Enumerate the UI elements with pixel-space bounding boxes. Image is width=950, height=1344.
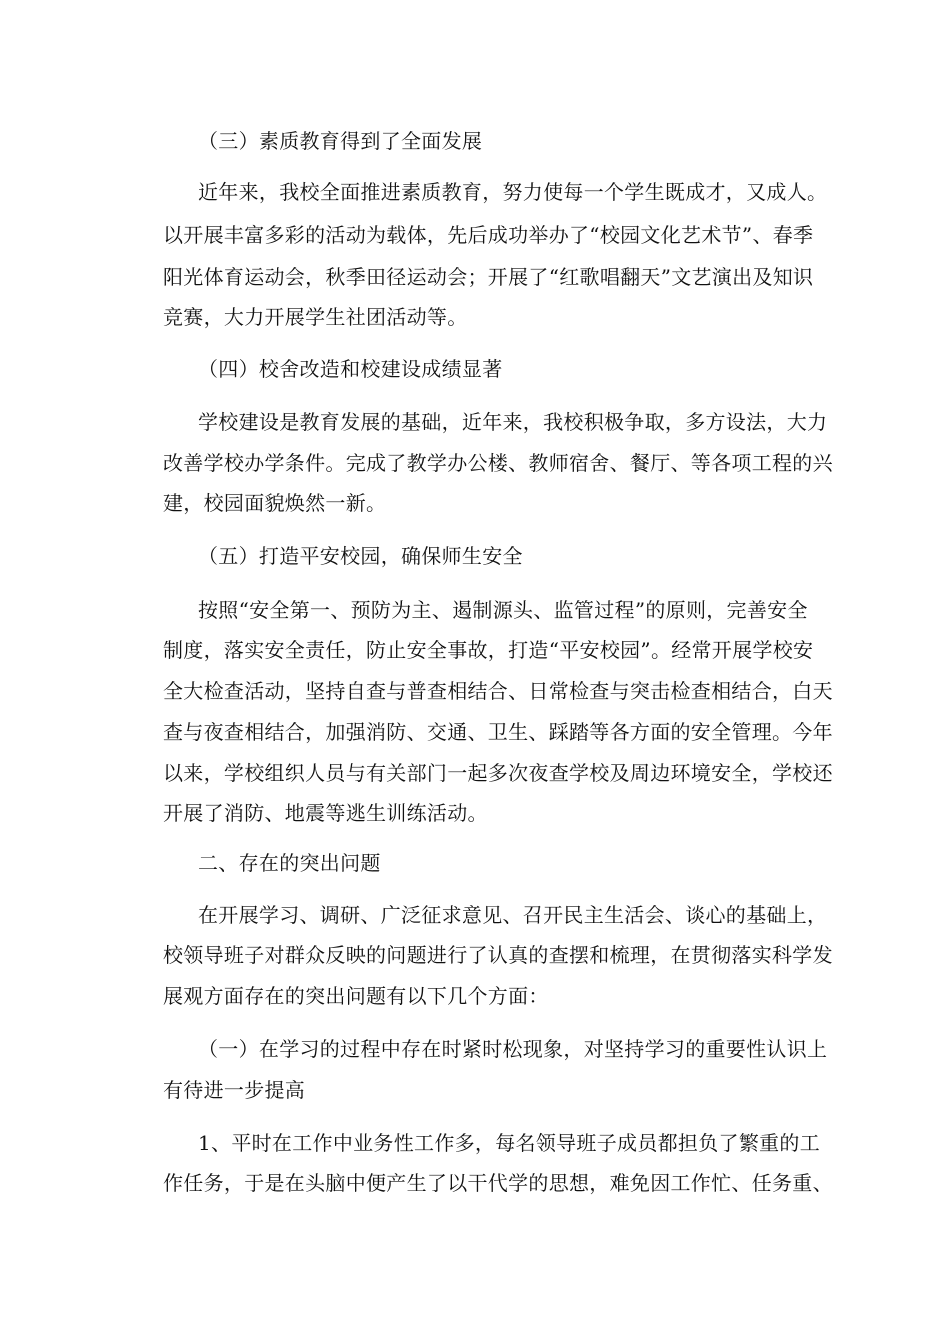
paragraph-line: 以来，学校组织人员与有关部门一起多次夜查学校及周边环境安全，学校还 bbox=[163, 761, 833, 785]
paragraph-line: 在开展学习、调研、广泛征求意见、召开民主生活会、谈心的基础上， bbox=[198, 903, 828, 927]
section-heading: （五）打造平安校园，确保师生安全 bbox=[198, 544, 523, 568]
paragraph-line: 学校建设是教育发展的基础，近年来，我校积极争取，多方设法，大力 bbox=[198, 410, 828, 434]
paragraph-line: 有待进一步提高 bbox=[163, 1078, 306, 1102]
paragraph-line: 竞赛，大力开展学生社团活动等。 bbox=[163, 305, 468, 329]
paragraph-line: 近年来，我校全面推进素质教育，努力使每一个学生既成才，又成人。 bbox=[198, 180, 828, 204]
paragraph-line: 开展了消防、地震等逃生训练活动。 bbox=[163, 801, 488, 825]
paragraph-line: 1、平时在工作中业务性工作多，每名领导班子成员都担负了繁重的工 bbox=[198, 1131, 821, 1155]
paragraph-line: 查与夜查相结合，加强消防、交通、卫生、踩踏等各方面的安全管理。今年 bbox=[163, 720, 833, 744]
paragraph-line: 制度，落实安全责任，防止安全事故，打造“平安校园”。经常开展学校安 bbox=[163, 638, 814, 662]
section-heading: （四）校舍改造和校建设成绩显著 bbox=[198, 357, 503, 381]
section-heading: （三）素质教育得到了全面发展 bbox=[198, 129, 483, 153]
paragraph-line: （一）在学习的过程中存在时紧时松现象，对坚持学习的重要性认识上 bbox=[198, 1037, 828, 1061]
paragraph-line: 作任务，于是在头脑中便产生了以干代学的思想，难免因工作忙、任务重、 bbox=[163, 1171, 833, 1195]
paragraph-line: 阳光体育运动会，秋季田径运动会；开展了“红歌唱翻天”文艺演出及知识 bbox=[163, 265, 814, 289]
paragraph-line: 以开展丰富多彩的活动为载体，先后成功举办了“校园文化艺术节”、春季 bbox=[163, 223, 814, 247]
paragraph-line: 全大检查活动，坚持自查与普查相结合、日常检查与突击检查相结合，白天 bbox=[163, 679, 833, 703]
paragraph-line: 改善学校办学条件。完成了教学办公楼、教师宿舍、餐厅、等各项工程的兴 bbox=[163, 451, 833, 475]
paragraph-line: 校领导班子对群众反映的问题进行了认真的查摆和梳理，在贯彻落实科学发 bbox=[163, 943, 833, 967]
paragraph-line: 建，校园面貌焕然一新。 bbox=[163, 491, 387, 515]
section-heading: 二、存在的突出问题 bbox=[198, 851, 381, 875]
paragraph-line: 按照“安全第一、预防为主、遏制源头、监管过程”的原则，完善安全 bbox=[198, 598, 808, 622]
paragraph-line: 展观方面存在的突出问题有以下几个方面： bbox=[163, 984, 549, 1008]
